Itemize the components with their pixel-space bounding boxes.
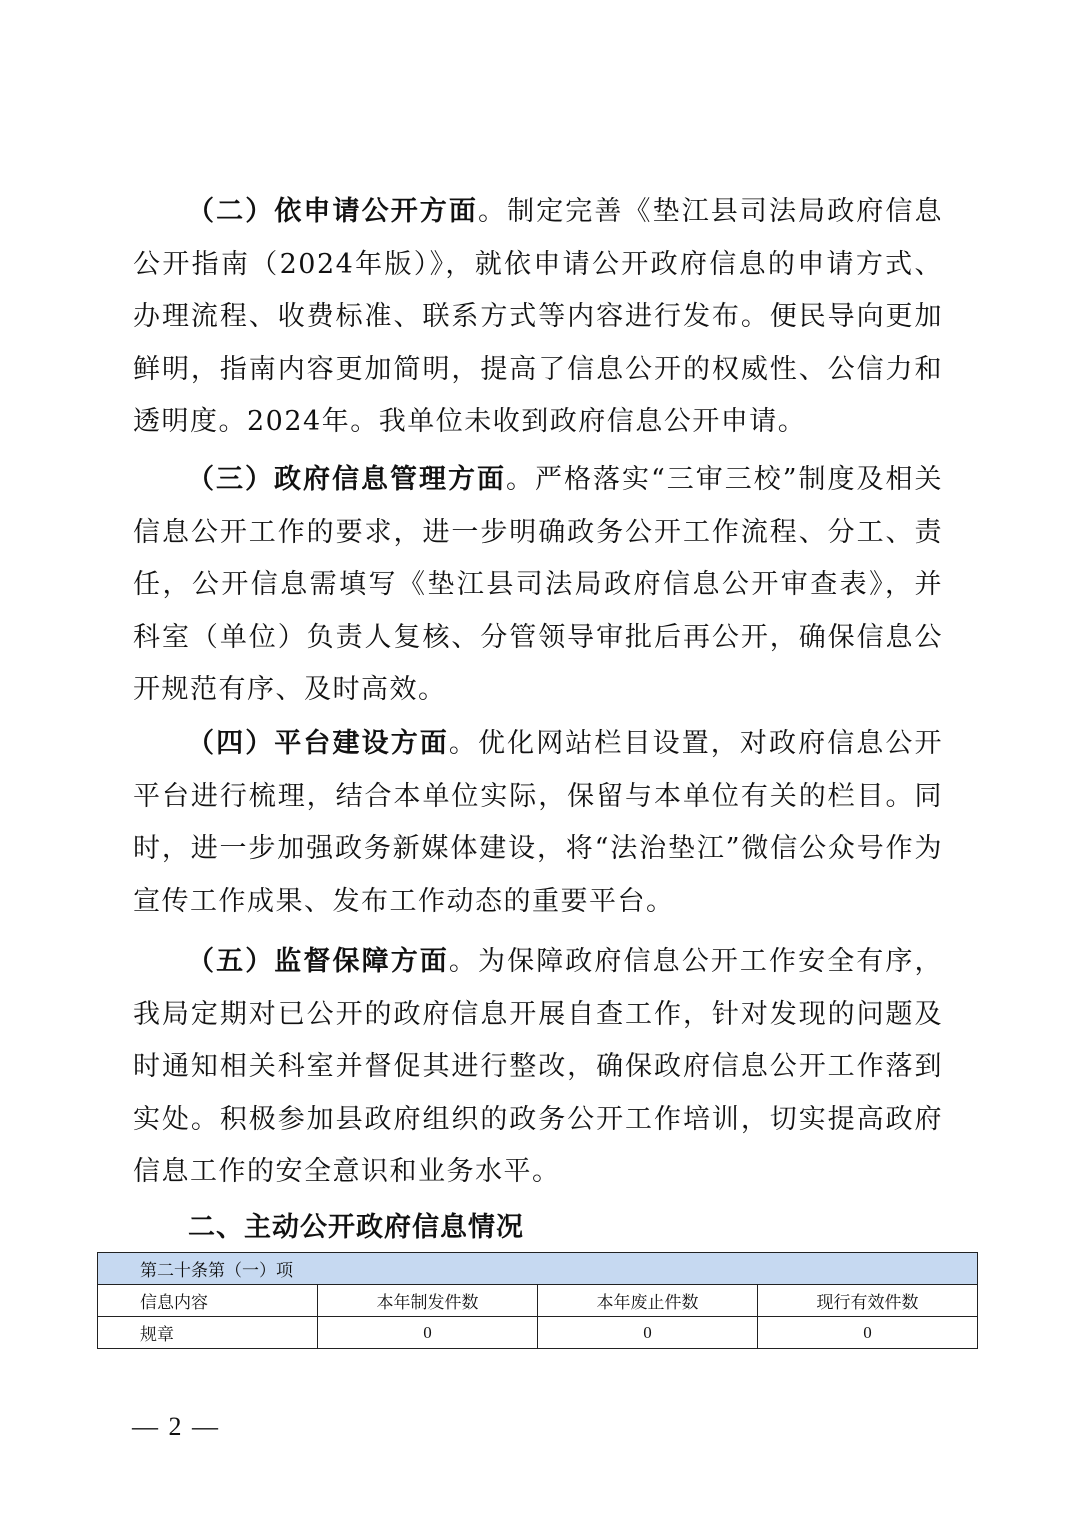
cell-valid-count: 0 bbox=[758, 1317, 978, 1349]
paragraph-info-management bbox=[133, 454, 943, 717]
disclosure-table bbox=[97, 1252, 978, 1349]
paragraph-heading: （三）政府信息管理方面 bbox=[187, 464, 506, 495]
paragraph-supervision bbox=[133, 936, 943, 1199]
cell-issued-count: 0 bbox=[318, 1317, 538, 1349]
paragraph-heading: （四）平台建设方面 bbox=[187, 728, 449, 759]
section-heading: 二、主动公开政府信息情况 bbox=[188, 1212, 524, 1243]
paragraph-heading: （二）依申请公开方面 bbox=[187, 196, 478, 227]
paragraph-body: 。优化网站栏目设置，对政府信息公开平台进行梳理，结合本单位实际，保留与本单位有关的栏目。同时，进一步加强政务新媒体建设，将“法治垫江”微信公众号作为宣传工作成果、发布工作动态的重要平台。 bbox=[133, 728, 944, 917]
paragraph-body: 。为保障政府信息公开工作安全有序，我局定期对已公开的政府信息开展自查工作，针对发现的问题及时通知相关科室并督促其进行整改，确保政府信息公开工作落到实处。积极参加县政府组织的政务公开工作培训，切实提高政府信息工作的安全意识和业务水平。 bbox=[133, 946, 944, 1187]
table-caption-row bbox=[98, 1253, 978, 1285]
paragraph-body: 。严格落实“三审三校”制度及相关信息公开工作的要求，进一步明确政务公开工作流程、分工、责任，公开信息需填写《垫江县司法局政府信息公开审查表》，并科室（单位）负责人复核、分管领导审批后再公开，确保信息公开规范有序、及时高效。 bbox=[133, 464, 944, 705]
cell-info-content: 规章 bbox=[98, 1317, 318, 1349]
paragraph-heading: （五）监督保障方面 bbox=[187, 946, 449, 977]
header-valid-count: 现行有效件数 bbox=[758, 1285, 978, 1317]
table-row bbox=[98, 1317, 978, 1349]
cell-repealed-count: 0 bbox=[538, 1317, 758, 1349]
table-caption: 第二十条第（一）项 bbox=[98, 1253, 978, 1285]
paragraph-application-disclosure bbox=[133, 186, 943, 449]
header-info-content: 信息内容 bbox=[98, 1285, 318, 1317]
header-issued-count: 本年制发件数 bbox=[318, 1285, 538, 1317]
page-number: — 2 — bbox=[132, 1412, 220, 1441]
header-repealed-count: 本年废止件数 bbox=[538, 1285, 758, 1317]
paragraph-body: 。制定完善《垫江县司法局政府信息公开指南（2024年版）》，就依申请公开政府信息的申请方式、办理流程、收费标准、联系方式等内容进行发布。便民导向更加鲜明，指南内容更加简明，提高了信息公开的权威性、公信力和透明度。2024年。我单位未收到政府信息公开申请。 bbox=[133, 196, 943, 437]
table-header-row bbox=[98, 1285, 978, 1317]
paragraph-platform-construction bbox=[133, 718, 943, 928]
